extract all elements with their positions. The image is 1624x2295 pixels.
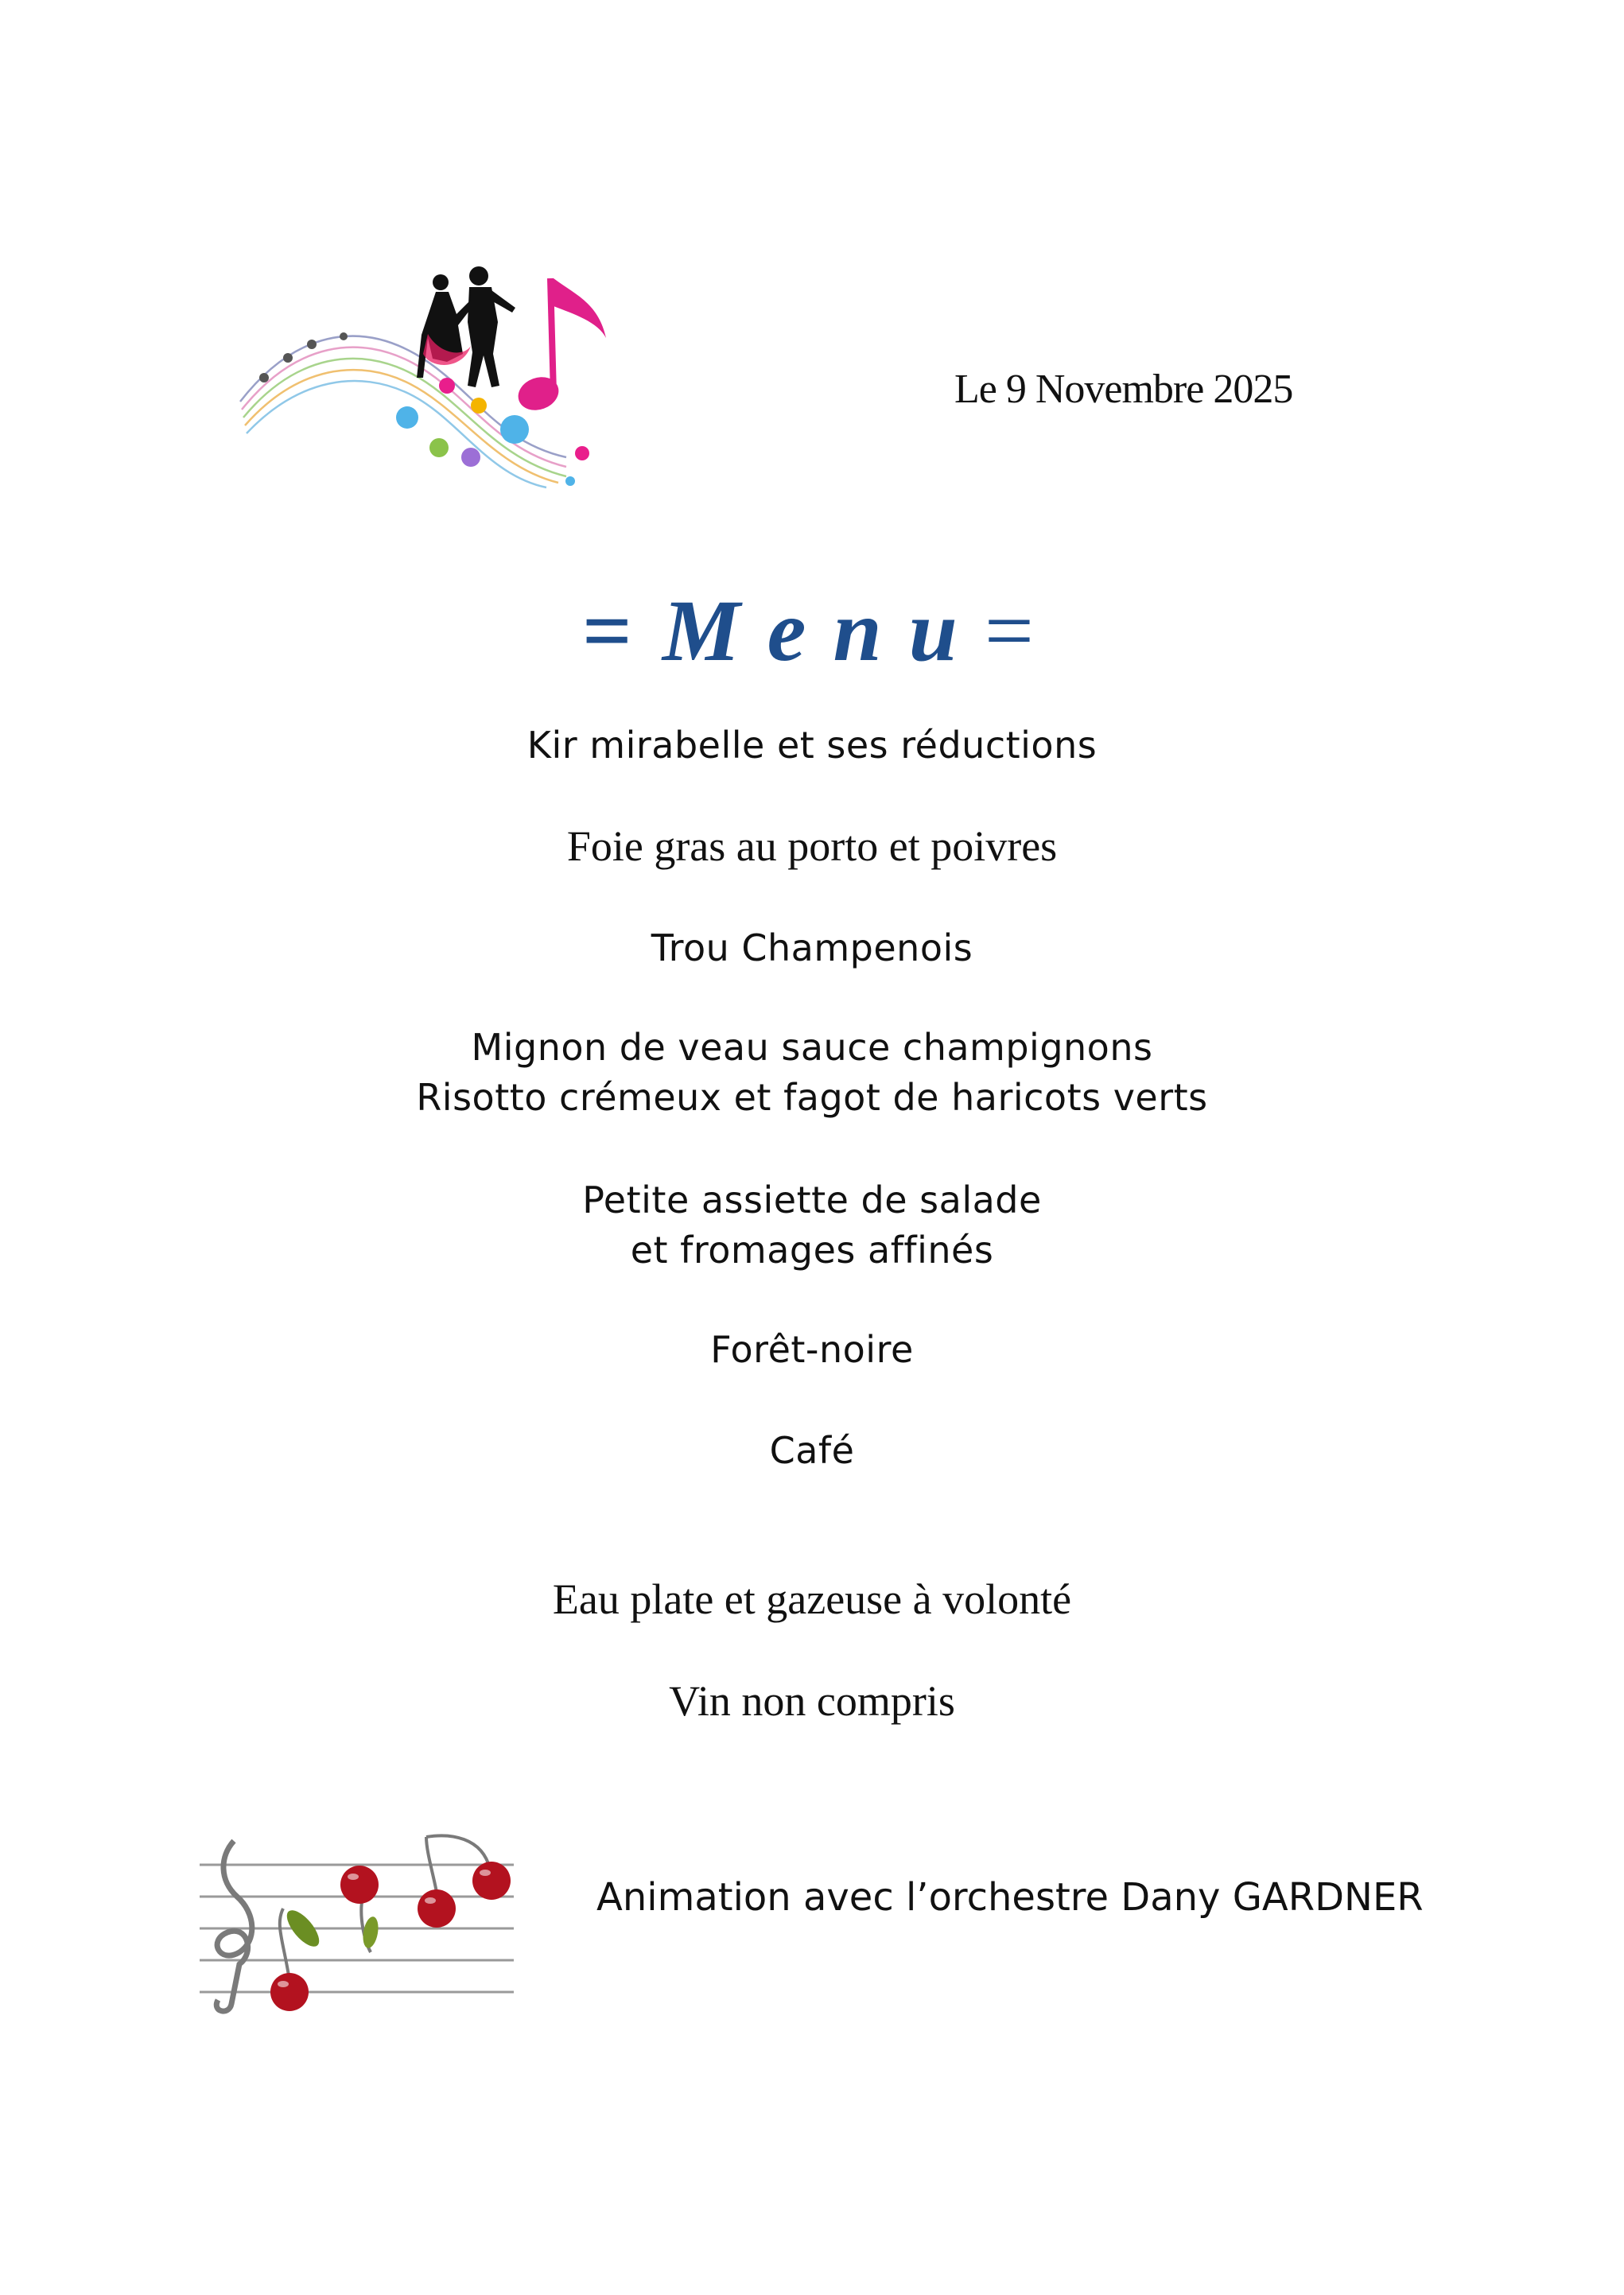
title-equals-right: = [984,582,1042,679]
menu-item-cheese: et fromages affinés [630,1229,994,1272]
menu-item-aperitif: Kir mirabelle et ses réductions [526,724,1098,767]
animation-note: Animation avec l’orchestre Dany GARDNER [596,1875,1424,1920]
menu-title [0,581,1624,682]
dancing-couple-music-notes-icon [232,258,614,489]
menu-item-main: Mignon de veau sauce champignons [471,1026,1153,1069]
menu-item-dessert: Forêt-noire [710,1328,914,1371]
title-equals-left: = [582,582,640,679]
menu-item-salad: Petite assiette de salade [582,1179,1042,1221]
menu-drinks-wine: Vin non compris [669,1677,955,1725]
menu-item-trou: Trou Champenois [651,926,973,969]
menu-date: Le 9 Novembre 2025 [954,367,1293,412]
cherry-music-staff-icon [196,1821,522,2020]
menu-item-starter: Foie gras au porto et poivres [566,822,1058,870]
title-word: Menu [662,582,985,679]
menu-item-coffee: Café [769,1429,855,1472]
menu-item-main-side: Risotto crémeux et fagot de haricots verts [416,1076,1208,1119]
menu-drinks-water: Eau plate et gazeuse à volonté [552,1575,1072,1623]
